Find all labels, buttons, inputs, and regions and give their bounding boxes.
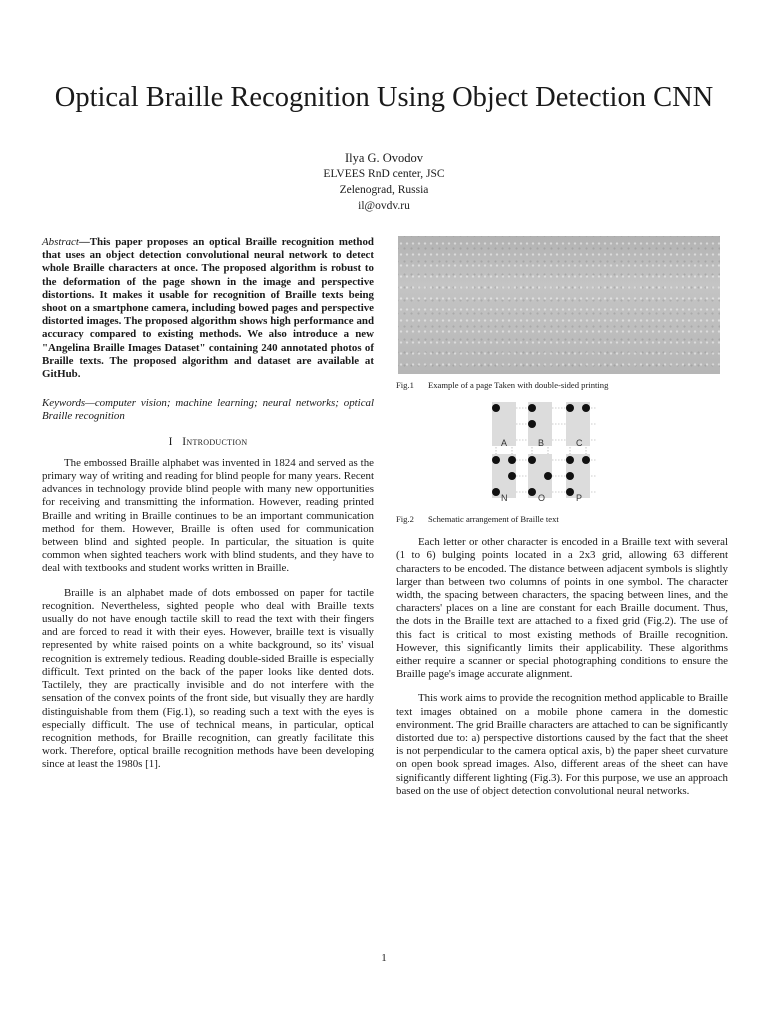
paper-title: Optical Braille Recognition Using Object Detection CNN [54, 82, 714, 114]
author-affiliation: ELVEES RnD center, JSC [323, 168, 445, 180]
fig2-letter-c: C [576, 438, 583, 448]
intro-paragraph-2: Braille is an alphabet made of dots embossed on paper for tactile recognition. Nevertheless, sighted people who deal with Braille texts usually do not have enough tactile skill to read the text with their fingers and are forced to read it with their eyes. However, braille text is visually represented by white raised points on a white background, so its' visual recognition is extremely tedious. Reading double-sided Braille is especially difficult. Text printed on the back of the paper looks like dented dots. Tactilely, they are practically invisible and do not interfere with the sensation of the convex points of the front side, but visually they are hardly distinguishable from them (Fig.1), so reading such a text with the eyes is especially difficult. The use of technical means, in particular, optical recognition methods, for Braille recognition, can greatly facilitate this work. Therefore, optical braille recognition methods have been developing since at least the 1980s [1]. [42, 586, 374, 771]
body-paragraph-3: Each letter or other character is encoded in a Braille text with several (1 to 6) bulging points located in a 2x3 grid, allowing 63 different characters to be encoded. The distance between adjacent symbols is slightly larger than between two columns of points in one symbol. The character width, the spacing between characters, the spacing between lines, and the characters' places on a line are constant for each Braille document. Thus, the dots in the Braille text are attached to a fixed grid (Fig.2). The use of this fact is critical to most existing methods of Braille recognition. However, this significantly limits their applicability. These algorithms either require a scanner or special photographing conditions to ensure the Braille page's image accurate alignment. [396, 536, 728, 681]
fig2-caption-text: Schematic arrangement of Braille text [428, 514, 559, 525]
author-location: Zelenograd, Russia [339, 184, 429, 196]
fig2-letter-b: B [538, 438, 545, 448]
fig2-label: Fig.2 [396, 514, 414, 525]
fig1-caption-text: Example of a page Taken with double-sided printing [428, 380, 609, 390]
fig2-letter-p: P [576, 493, 583, 502]
keywords: Keywords—computer vision; machine learning; neural networks; optical Braille recognition [42, 397, 374, 423]
author-block [0, 150, 768, 214]
section-number: I [168, 435, 173, 448]
page-number: 1 [381, 952, 387, 964]
abstract-label: Abstract [42, 236, 79, 248]
fig2-braille-grid-diagram [492, 402, 602, 502]
section-heading-introduction [42, 436, 374, 449]
body-paragraph-4: This work aims to provide the recognition method applicable to Braille text images obtained on a mobile phone camera in the domestic environment. The grid Braille characters are attached to can be significantly distorted due to: a) perspective distortions caused by the fact that the sheet is not perpendicular to the camera optical axis, b) the paper sheet curvature on open book spread images. Also, different areas of the sheet can have significantly different lighting (Fig.3). For this purpose, we use an approach based on the use of object detection convolutional neural networks. [396, 692, 728, 797]
author-name: Ilya G. Ovodov [344, 151, 424, 165]
section-title: Introduction [182, 435, 248, 448]
fig1-caption [396, 380, 728, 391]
abstract-text: —This paper proposes an optical Braille recognition method that uses an object detection convolutional neural network to detect whole Braille characters at once. The proposed algorithm is robust to the deformation of the page shown in the image and perspective distortions. It makes it usable for recognition of Braille texts being shoot on a smartphone camera, including bowed pages and perspective distorted images. The proposed algorithm shows high performance and accuracy compared to existing methods. We also introduce a new "Angelina Braille Images Dataset" containing 240 annotated photos of Braille texts. The proposed algorithm and dataset are available at GitHub. [42, 236, 374, 381]
fig1-braille-photo [398, 236, 720, 374]
author-email: il@ovdv.ru [358, 200, 410, 212]
fig1-label: Fig.1 [396, 380, 414, 390]
right-column [396, 236, 728, 809]
fig2-letter-n: N [501, 493, 508, 502]
intro-paragraph-1: The embossed Braille alphabet was invented in 1824 and served as the primary way of writing and reading for blind people for many years. Recent advances in technology provide blind people with many new opportunities for receiving and transmitting the information. However, reading printed Braille and writing in Braille continues to be an important communication method for them. However, Braille is often used for communication between blind and sighted people. In particular, the situation is quite common when sighted teachers work with blind students, and they have to deal with textbooks and student works written in Braille. [42, 456, 374, 575]
abstract [42, 236, 374, 381]
left-column [42, 236, 374, 783]
fig2-letter-o: O [538, 493, 546, 502]
fig2-letter-a: A [501, 438, 508, 448]
fig2-caption [396, 514, 728, 525]
